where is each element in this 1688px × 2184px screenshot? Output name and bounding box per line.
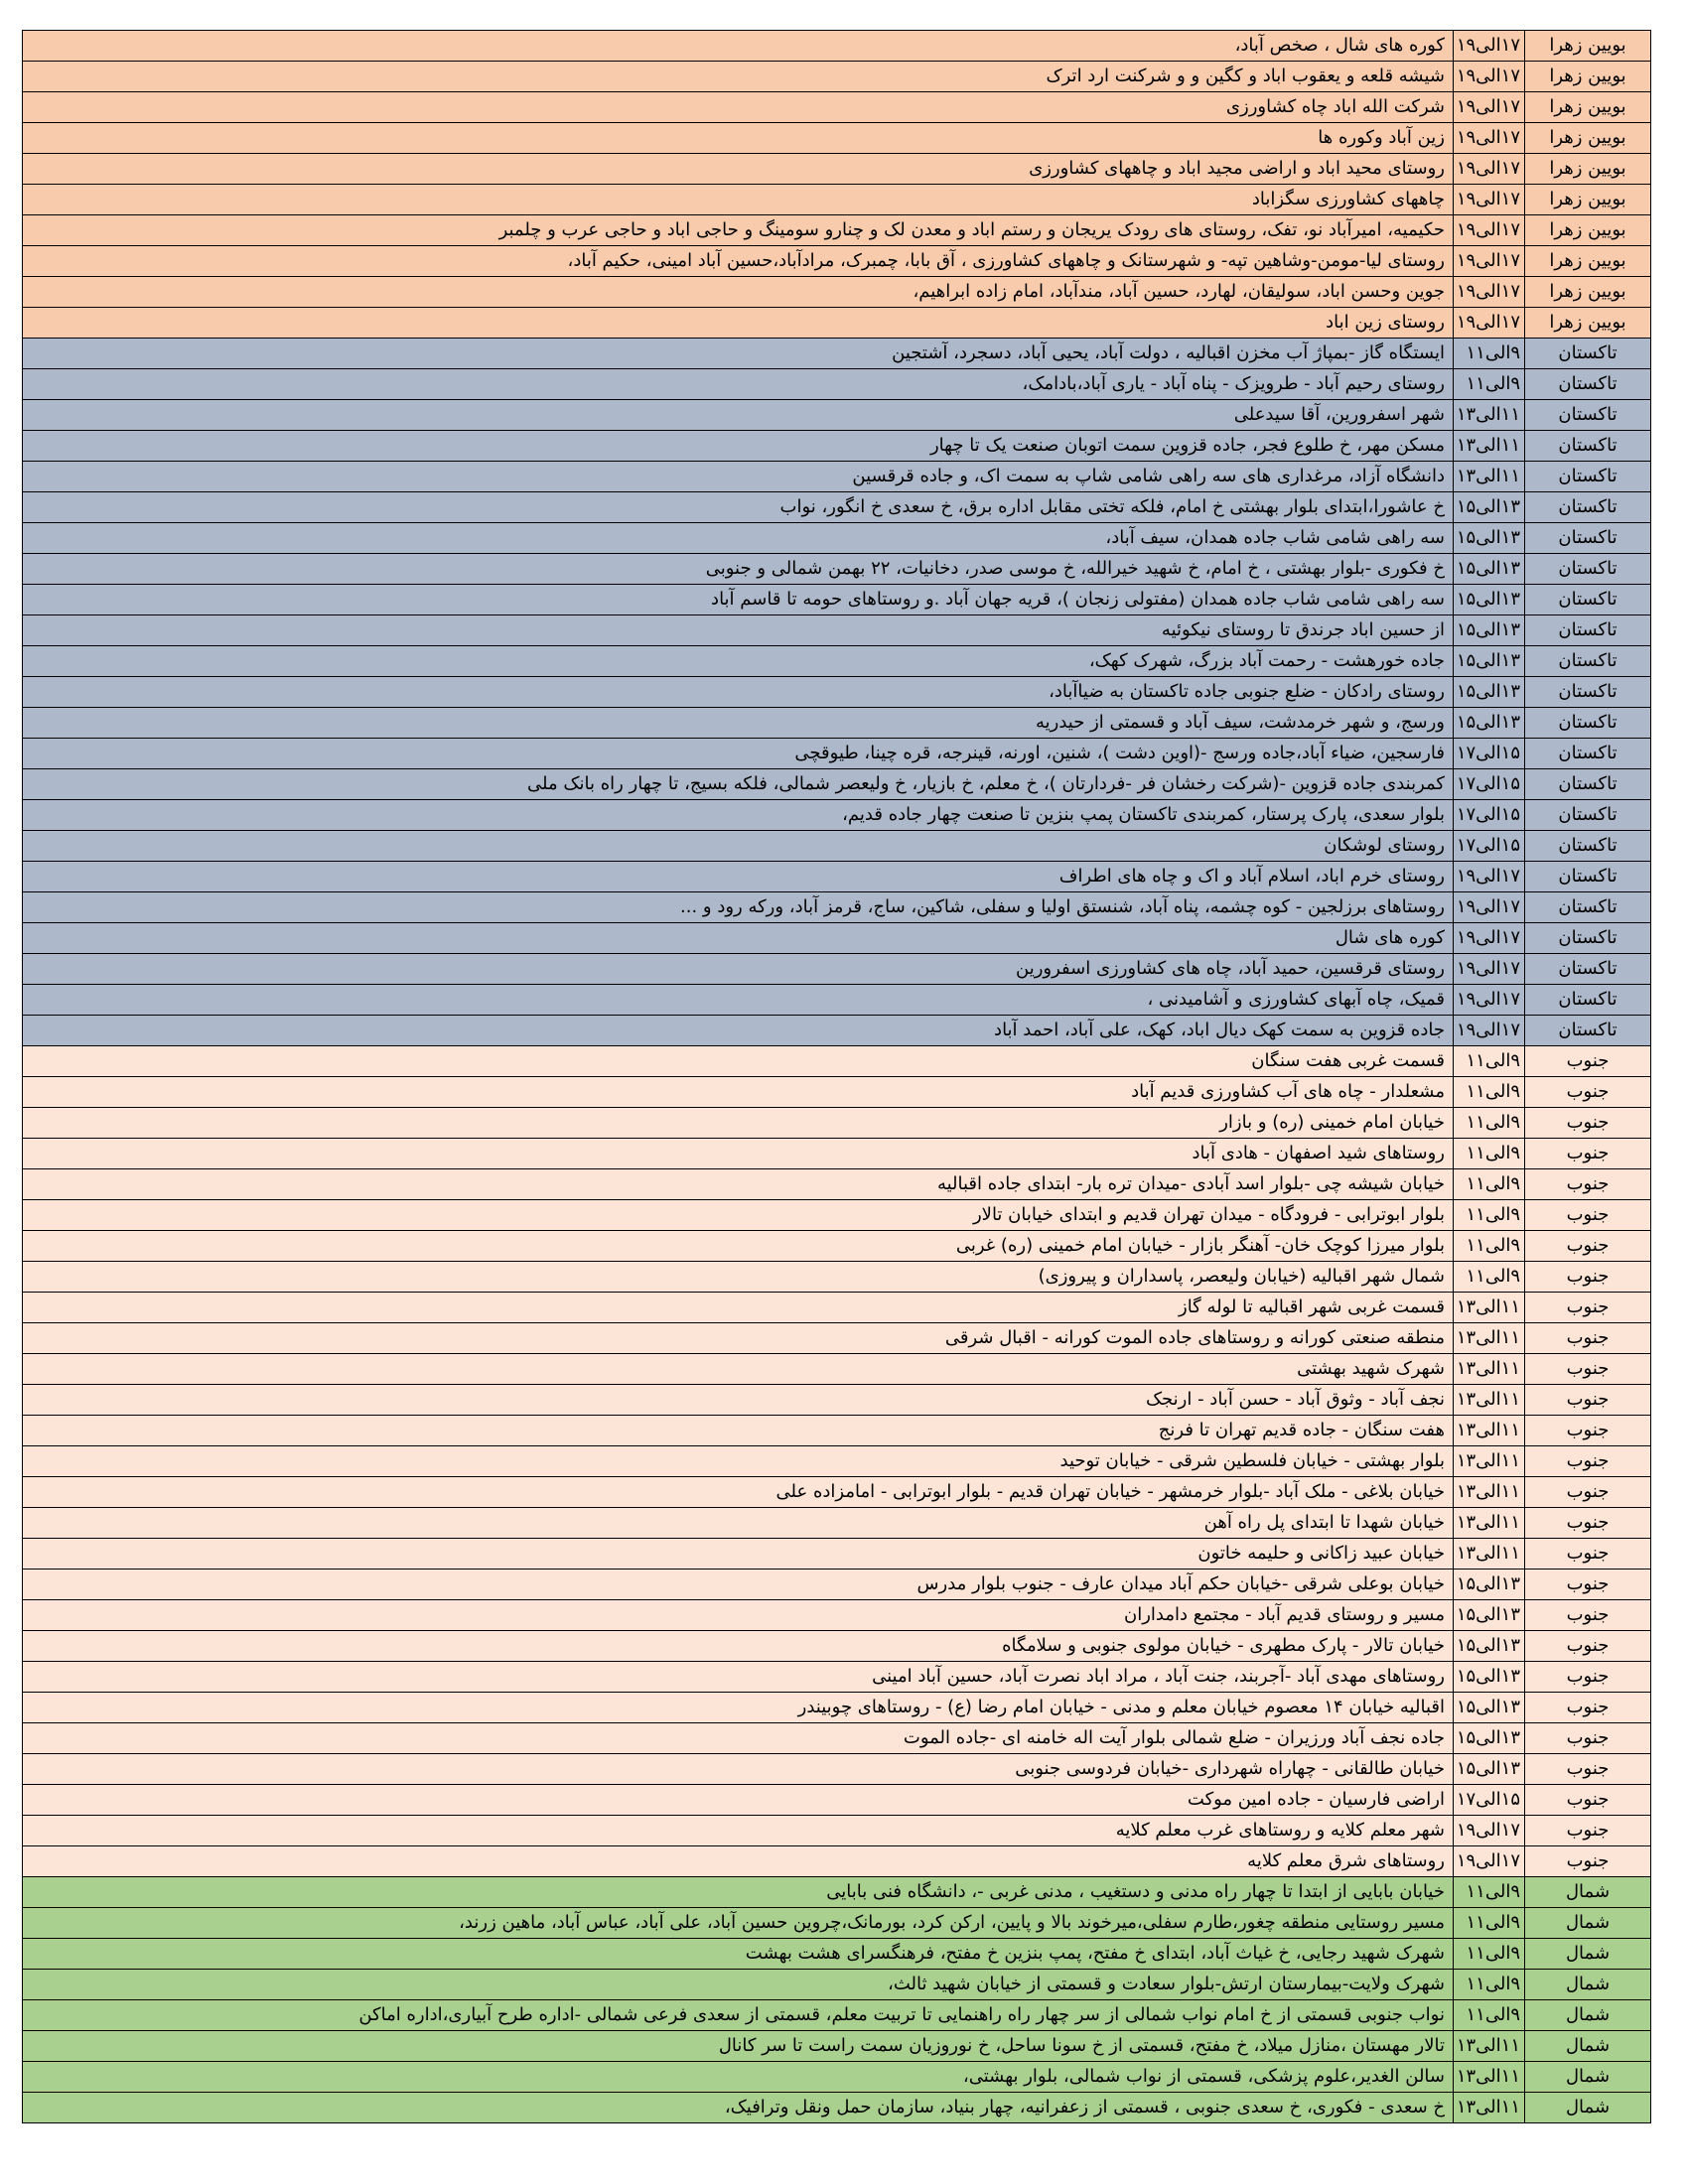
table-row-buin-zahra: [23, 246, 1651, 277]
area-cell: سه راهی شامی شاب جاده همدان (مفتولی زنجان )، قریه جهان آباد .و روستاهای حومه تا قاسم آباد: [23, 585, 1454, 615]
area-cell: خ فکوری -بلوار بهشتی ، خ امام، خ شهید خیرالله، خ موسی صدر، دخانیات، ۲۲ بهمن شمالی و جنوبی: [23, 554, 1454, 585]
area-cell: ایستگاه گاز -بمپاژ آب مخزن اقبالیه ، دولت آباد، یحیی آباد، دسجرد، آشتجین: [23, 339, 1454, 369]
time-range-cell: ۱۷الی۱۹: [1454, 862, 1525, 892]
area-cell: جاده نجف آباد ورزیران - ضلع شمالی بلوار آیت اله خامنه ای -جاده الموت: [23, 1723, 1454, 1754]
area-cell: جوین وحسن اباد، سولیقان، لهارد، حسین آباد، مندآباد، امام زاده ابراهیم،: [23, 277, 1454, 308]
area-cell: ورسج، و شهر خرمدشت، سیف آباد و قسمتی از حیدریه: [23, 708, 1454, 739]
time-range-cell: ۹الی۱۱: [1454, 1169, 1525, 1200]
area-cell: جاده قزوین به سمت کهک دیال اباد، کهک، علی آباد، احمد آباد: [23, 1016, 1454, 1046]
region-cell: تاکستان: [1525, 923, 1651, 954]
time-range-cell: ۱۳الی۱۵: [1454, 492, 1525, 523]
region-cell: جنوب: [1525, 1139, 1651, 1169]
region-cell: جنوب: [1525, 1169, 1651, 1200]
region-cell: تاکستان: [1525, 431, 1651, 462]
region-cell: جنوب: [1525, 1846, 1651, 1877]
area-cell: حکیمیه، امیرآباد نو، تفک، روستای های رودک یریجان و رستم اباد و معدن لک و چنارو سومینگ و حاجی اباد و حاجی عرب و چلمبر: [23, 215, 1454, 246]
table-row-buin-zahra: [23, 308, 1651, 339]
time-range-cell: ۱۵الی۱۷: [1454, 800, 1525, 831]
region-cell: بویین زهرا: [1525, 92, 1651, 123]
area-cell: شیشه قلعه و یعقوب اباد و کگین و و شرکنت ارد اترک: [23, 62, 1454, 92]
table-row-jonoub: [23, 1570, 1651, 1600]
time-range-cell: ۱۷الی۱۹: [1454, 308, 1525, 339]
area-cell: روستاهای شرق معلم کلایه: [23, 1846, 1454, 1877]
area-cell: روستای رادکان - ضلع جنوبی جاده تاکستان به ضیاآباد،: [23, 677, 1454, 708]
region-cell: جنوب: [1525, 1600, 1651, 1631]
table-row-takestan: [23, 708, 1651, 739]
time-range-cell: ۱۳الی۱۵: [1454, 646, 1525, 677]
area-cell: نواب جنوبی قسمتی از خ امام نواب شمالی از سر چهار راه راهنمایی تا تربیت معلم، قسمتی از سعدی فرعی شمالی -اداره طرح آبیاری،اداره اماکن: [23, 2000, 1454, 2031]
time-range-cell: ۱۱الی۱۳: [1454, 1354, 1525, 1385]
table-row-shomal: [23, 1877, 1651, 1908]
region-cell: جنوب: [1525, 1570, 1651, 1600]
region-cell: جنوب: [1525, 1508, 1651, 1539]
region-cell: جنوب: [1525, 1754, 1651, 1785]
area-cell: نجف آباد - وثوق آباد - حسن آباد - ارنجک: [23, 1385, 1454, 1416]
table-row-jonoub: [23, 1231, 1651, 1262]
time-range-cell: ۱۷الی۱۹: [1454, 246, 1525, 277]
region-cell: جنوب: [1525, 1323, 1651, 1354]
table-row-buin-zahra: [23, 92, 1651, 123]
region-cell: شمال: [1525, 1939, 1651, 1970]
table-row-jonoub: [23, 1354, 1651, 1385]
table-row-takestan: [23, 523, 1651, 554]
region-cell: تاکستان: [1525, 677, 1651, 708]
table-row-buin-zahra: [23, 185, 1651, 215]
region-cell: جنوب: [1525, 1077, 1651, 1108]
time-range-cell: ۹الی۱۱: [1454, 1046, 1525, 1077]
area-cell: خیابان تالار - پارک مطهری - خیابان مولوی جنوبی و سلامگاه: [23, 1631, 1454, 1662]
time-range-cell: ۹الی۱۱: [1454, 1939, 1525, 1970]
table-row-jonoub: [23, 1662, 1651, 1693]
time-range-cell: ۱۵الی۱۷: [1454, 1785, 1525, 1816]
region-cell: تاکستان: [1525, 615, 1651, 646]
area-cell: خ سعدی - فکوری، خ سعدی جنوبی ، قسمتی از زعفرانیه، چهار بنیاد، سازمان حمل ونقل وترافیک،: [23, 2093, 1454, 2123]
area-cell: خیابان بوعلی شرقی -خیابان حکم آباد میدان عارف - جنوب بلوار مدرس: [23, 1570, 1454, 1600]
table-row-jonoub: [23, 1200, 1651, 1231]
area-cell: مشعلدار - چاه های آب کشاورزی قدیم آباد: [23, 1077, 1454, 1108]
region-cell: تاکستان: [1525, 862, 1651, 892]
region-cell: تاکستان: [1525, 339, 1651, 369]
area-cell: سالن الغدیر،علوم پزشکی، قسمتی از نواب شمالی، بلوار بهشتی،: [23, 2062, 1454, 2093]
table-row-shomal: [23, 2031, 1651, 2062]
table-row-jonoub: [23, 1477, 1651, 1508]
region-cell: جنوب: [1525, 1723, 1651, 1754]
time-range-cell: ۱۱الی۱۳: [1454, 1416, 1525, 1446]
table-row-takestan: [23, 892, 1651, 923]
table-row-takestan: [23, 862, 1651, 892]
table-row-jonoub: [23, 1169, 1651, 1200]
table-row-jonoub: [23, 1846, 1651, 1877]
area-cell: بلوار بهشتی - خیابان فلسطین شرقی - خیابان توحید: [23, 1446, 1454, 1477]
region-cell: تاکستان: [1525, 523, 1651, 554]
region-cell: جنوب: [1525, 1662, 1651, 1693]
time-range-cell: ۱۳الی۱۵: [1454, 615, 1525, 646]
region-cell: تاکستان: [1525, 492, 1651, 523]
area-cell: خیابان بلاغی - ملک آباد -بلوار خرمشهر - خیابان تهران قدیم - بلوار ابوترابی - امامزاده علی: [23, 1477, 1454, 1508]
area-cell: قمیک، چاه آبهای کشاورزی و آشامیدنی ،: [23, 985, 1454, 1016]
table-row-jonoub: [23, 1508, 1651, 1539]
area-cell: سه راهی شامی شاب جاده همدان، سیف آباد،: [23, 523, 1454, 554]
area-cell: مسیر و روستای قدیم آباد - مجتمع دامداران: [23, 1600, 1454, 1631]
time-range-cell: ۱۷الی۱۹: [1454, 892, 1525, 923]
time-range-cell: ۱۷الی۱۹: [1454, 985, 1525, 1016]
region-cell: بویین زهرا: [1525, 277, 1651, 308]
table-row-buin-zahra: [23, 123, 1651, 154]
time-range-cell: ۱۷الی۱۹: [1454, 123, 1525, 154]
region-cell: تاکستان: [1525, 462, 1651, 492]
table-row-takestan: [23, 400, 1651, 431]
time-range-cell: ۹الی۱۱: [1454, 1231, 1525, 1262]
area-cell: خیابان شهدا تا ابتدای پل راه آهن: [23, 1508, 1454, 1539]
region-cell: تاکستان: [1525, 954, 1651, 985]
area-cell: خیابان عبید زاکانی و حلیمه خاتون: [23, 1539, 1454, 1570]
area-cell: کوره های شال ، صخص آباد،: [23, 31, 1454, 62]
time-range-cell: ۱۱الی۱۳: [1454, 2093, 1525, 2123]
time-range-cell: ۱۱الی۱۳: [1454, 2031, 1525, 2062]
area-cell: روستای محید اباد و اراضی مجید اباد و چاههای کشاورزی: [23, 154, 1454, 185]
table-row-jonoub: [23, 1754, 1651, 1785]
region-cell: جنوب: [1525, 1816, 1651, 1846]
time-range-cell: ۹الی۱۱: [1454, 369, 1525, 400]
area-cell: خیابان بابایی از ابتدا تا چهار راه مدنی و دستغیب ، مدنی غربی -، دانشگاه فنی بابایی: [23, 1877, 1454, 1908]
time-range-cell: ۱۷الی۱۹: [1454, 92, 1525, 123]
area-cell: فارسجین، ضیاء آباد،جاده ورسج -(اوین دشت )، شنین، اورنه، قینرجه، قره چینا، طیوقچی: [23, 739, 1454, 769]
table-row-takestan: [23, 462, 1651, 492]
time-range-cell: ۱۳الی۱۵: [1454, 1570, 1525, 1600]
table-row-shomal: [23, 1939, 1651, 1970]
time-range-cell: ۱۷الی۱۹: [1454, 954, 1525, 985]
area-cell: شهر معلم کلایه و روستاهای غرب معلم کلایه: [23, 1816, 1454, 1846]
table-row-jonoub: [23, 1108, 1651, 1139]
time-range-cell: ۹الی۱۱: [1454, 1262, 1525, 1293]
time-range-cell: ۱۳الی۱۵: [1454, 1754, 1525, 1785]
table-row-jonoub: [23, 1293, 1651, 1323]
area-cell: منطقه صنعتی کورانه و روستاهای جاده الموت کورانه - اقبال شرقی: [23, 1323, 1454, 1354]
time-range-cell: ۱۱الی۱۳: [1454, 1446, 1525, 1477]
table-row-buin-zahra: [23, 154, 1651, 185]
table-row-buin-zahra: [23, 277, 1651, 308]
time-range-cell: ۱۱الی۱۳: [1454, 400, 1525, 431]
area-cell: مسکن مهر، خ طلوع فجر، جاده قزوین سمت اتوبان صنعت یک تا چهار: [23, 431, 1454, 462]
time-range-cell: ۱۱الی۱۳: [1454, 431, 1525, 462]
table-row-shomal: [23, 1908, 1651, 1939]
table-row-takestan: [23, 615, 1651, 646]
region-cell: شمال: [1525, 1908, 1651, 1939]
region-cell: تاکستان: [1525, 892, 1651, 923]
time-range-cell: ۱۳الی۱۵: [1454, 1600, 1525, 1631]
region-cell: جنوب: [1525, 1385, 1651, 1416]
region-cell: تاکستان: [1525, 1016, 1651, 1046]
table-row-buin-zahra: [23, 62, 1651, 92]
table-row-jonoub: [23, 1385, 1651, 1416]
area-cell: روستای رحیم آباد - طرویزک - پناه آباد - یاری آباد،بادامک،: [23, 369, 1454, 400]
region-cell: تاکستان: [1525, 585, 1651, 615]
time-range-cell: ۱۳الی۱۵: [1454, 708, 1525, 739]
region-cell: تاکستان: [1525, 708, 1651, 739]
table-row-takestan: [23, 769, 1651, 800]
area-cell: روستای لیا-مومن-وشاهین تپه- و شهرستانک و چاههای کشاورزی ، آق بابا، چمبرک، مرادآباد،حسین آباد امینی، حکیم آباد،: [23, 246, 1454, 277]
time-range-cell: ۹الی۱۱: [1454, 1200, 1525, 1231]
outage-schedule-sheet: [22, 30, 1651, 2123]
region-cell: تاکستان: [1525, 985, 1651, 1016]
time-range-cell: ۱۷الی۱۹: [1454, 1816, 1525, 1846]
time-range-cell: ۱۱الی۱۳: [1454, 1508, 1525, 1539]
time-range-cell: ۱۱الی۱۳: [1454, 1293, 1525, 1323]
area-cell: شهرک شهید رجایی، خ غیاث آباد، ابتدای خ مفتح، پمپ بنزین خ مفتح، فرهنگسرای هشت بهشت: [23, 1939, 1454, 1970]
area-cell: کوره های شال: [23, 923, 1454, 954]
table-row-jonoub: [23, 1046, 1651, 1077]
region-cell: جنوب: [1525, 1631, 1651, 1662]
table-row-takestan: [23, 646, 1651, 677]
table-row-takestan: [23, 923, 1651, 954]
region-cell: بویین زهرا: [1525, 154, 1651, 185]
region-cell: جنوب: [1525, 1693, 1651, 1723]
region-cell: بویین زهرا: [1525, 185, 1651, 215]
region-cell: جنوب: [1525, 1539, 1651, 1570]
region-cell: جنوب: [1525, 1200, 1651, 1231]
time-range-cell: ۱۷الی۱۹: [1454, 154, 1525, 185]
region-cell: جنوب: [1525, 1293, 1651, 1323]
region-cell: تاکستان: [1525, 831, 1651, 862]
table-row-shomal: [23, 2000, 1651, 2031]
area-cell: شهرک شهید بهشتی: [23, 1354, 1454, 1385]
region-cell: بویین زهرا: [1525, 31, 1651, 62]
region-cell: تاکستان: [1525, 800, 1651, 831]
region-cell: شمال: [1525, 2000, 1651, 2031]
region-cell: جنوب: [1525, 1416, 1651, 1446]
time-range-cell: ۱۷الی۱۹: [1454, 31, 1525, 62]
table-row-jonoub: [23, 1262, 1651, 1293]
time-range-cell: ۱۳الی۱۵: [1454, 1662, 1525, 1693]
time-range-cell: ۹الی۱۱: [1454, 2000, 1525, 2031]
table-row-takestan: [23, 369, 1651, 400]
region-cell: بویین زهرا: [1525, 62, 1651, 92]
table-row-jonoub: [23, 1539, 1651, 1570]
table-row-jonoub: [23, 1785, 1651, 1816]
region-cell: جنوب: [1525, 1046, 1651, 1077]
table-row-jonoub: [23, 1723, 1651, 1754]
table-row-jonoub: [23, 1139, 1651, 1169]
area-cell: شهر اسفرورین، آقا سیدعلی: [23, 400, 1454, 431]
region-cell: شمال: [1525, 2093, 1651, 2123]
region-cell: بویین زهرا: [1525, 123, 1651, 154]
time-range-cell: ۱۱الی۱۳: [1454, 2062, 1525, 2093]
region-cell: جنوب: [1525, 1354, 1651, 1385]
table-row-jonoub: [23, 1816, 1651, 1846]
table-row-jonoub: [23, 1693, 1651, 1723]
table-row-takestan: [23, 1016, 1651, 1046]
outage-schedule-table: [22, 30, 1651, 2123]
table-row-takestan: [23, 431, 1651, 462]
table-row-takestan: [23, 739, 1651, 769]
area-cell: خیابان امام خمینی (ره) و بازار: [23, 1108, 1454, 1139]
table-row-takestan: [23, 954, 1651, 985]
table-row-takestan: [23, 585, 1651, 615]
area-cell: بلوار سعدی، پارک پرستار، کمربندی تاکستان پمپ بنزین تا صنعت چهار جاده قدیم،: [23, 800, 1454, 831]
region-cell: تاکستان: [1525, 400, 1651, 431]
table-row-shomal: [23, 2062, 1651, 2093]
area-cell: هفت سنگان - جاده قدیم تهران تا فرنج: [23, 1416, 1454, 1446]
region-cell: بویین زهرا: [1525, 308, 1651, 339]
time-range-cell: ۱۷الی۱۹: [1454, 215, 1525, 246]
region-cell: تاکستان: [1525, 646, 1651, 677]
area-cell: خیابان طالقانی - چهاراه شهرداری -خیابان فردوسی جنوبی: [23, 1754, 1454, 1785]
area-cell: اراضی فارسیان - جاده امین موکت: [23, 1785, 1454, 1816]
time-range-cell: ۱۱الی۱۳: [1454, 1539, 1525, 1570]
region-cell: جنوب: [1525, 1231, 1651, 1262]
region-cell: جنوب: [1525, 1785, 1651, 1816]
area-cell: شمال شهر اقبالیه (خیابان ولیعصر، پاسداران و پیروزی): [23, 1262, 1454, 1293]
area-cell: خیابان شیشه چی -بلوار اسد آبادی -میدان تره بار- ابتدای جاده اقبالیه: [23, 1169, 1454, 1200]
schedule-rows: [23, 31, 1651, 2123]
region-cell: جنوب: [1525, 1108, 1651, 1139]
table-row-buin-zahra: [23, 31, 1651, 62]
table-row-jonoub: [23, 1323, 1651, 1354]
time-range-cell: ۹الی۱۱: [1454, 339, 1525, 369]
area-cell: زین آباد وکوره ها: [23, 123, 1454, 154]
time-range-cell: ۱۵الی۱۷: [1454, 831, 1525, 862]
time-range-cell: ۹الی۱۱: [1454, 1139, 1525, 1169]
area-cell: بلوار ابوترابی - فرودگاه - میدان تهران قدیم و ابتدای خیابان تالار: [23, 1200, 1454, 1231]
area-cell: چاههای کشاورزی سگزاباد: [23, 185, 1454, 215]
table-row-buin-zahra: [23, 215, 1651, 246]
table-row-takestan: [23, 492, 1651, 523]
time-range-cell: ۱۳الی۱۵: [1454, 677, 1525, 708]
region-cell: تاکستان: [1525, 769, 1651, 800]
time-range-cell: ۱۵الی۱۷: [1454, 739, 1525, 769]
area-cell: کمربندی جاده قزوین -(شرکت رخشان فر -فردارتان )، خ معلم، خ بازیار، خ ولیعصر شمالی، فلکه بسیج، تا چهار راه بانک ملی: [23, 769, 1454, 800]
table-row-jonoub: [23, 1446, 1651, 1477]
table-row-shomal: [23, 1970, 1651, 2000]
area-cell: روستای قرقسین، حمید آباد، چاه های کشاورزی اسفرورین: [23, 954, 1454, 985]
region-cell: شمال: [1525, 2062, 1651, 2093]
region-cell: جنوب: [1525, 1262, 1651, 1293]
time-range-cell: ۹الی۱۱: [1454, 1908, 1525, 1939]
region-cell: بویین زهرا: [1525, 215, 1651, 246]
area-cell: خ عاشورا،ابتدای بلوار بهشتی خ امام، فلکه تختی مقابل اداره برق، خ سعدی خ انگور، نواب: [23, 492, 1454, 523]
area-cell: روستای زین اباد: [23, 308, 1454, 339]
region-cell: بویین زهرا: [1525, 246, 1651, 277]
area-cell: روستاهای شید اصفهان - هادی آباد: [23, 1139, 1454, 1169]
time-range-cell: ۱۱الی۱۳: [1454, 1477, 1525, 1508]
table-row-shomal: [23, 2093, 1651, 2123]
table-row-jonoub: [23, 1600, 1651, 1631]
time-range-cell: ۱۷الی۱۹: [1454, 1846, 1525, 1877]
area-cell: روستاهای برزلجین - کوه چشمه، پناه آباد، شنستق اولیا و سفلی، شاکین، ساج، قرمز آباد، ورکه رود و ...: [23, 892, 1454, 923]
time-range-cell: ۱۳الی۱۵: [1454, 523, 1525, 554]
time-range-cell: ۱۳الی۱۵: [1454, 1693, 1525, 1723]
time-range-cell: ۱۷الی۱۹: [1454, 1016, 1525, 1046]
time-range-cell: ۱۱الی۱۳: [1454, 1385, 1525, 1416]
area-cell: جاده خورهشت - رحمت آباد بزرگ، شهرک کهک،: [23, 646, 1454, 677]
table-row-jonoub: [23, 1631, 1651, 1662]
time-range-cell: ۱۷الی۱۹: [1454, 185, 1525, 215]
table-row-jonoub: [23, 1416, 1651, 1446]
area-cell: از حسین اباد جرندق تا روستای نیکوئیه: [23, 615, 1454, 646]
time-range-cell: ۱۳الی۱۵: [1454, 1631, 1525, 1662]
area-cell: روستای لوشکان: [23, 831, 1454, 862]
region-cell: تاکستان: [1525, 369, 1651, 400]
time-range-cell: ۱۷الی۱۹: [1454, 923, 1525, 954]
region-cell: جنوب: [1525, 1477, 1651, 1508]
time-range-cell: ۱۳الی۱۵: [1454, 585, 1525, 615]
area-cell: دانشگاه آزاد، مرغداری های سه راهی شامی شاپ به سمت اک، و جاده قرقسین: [23, 462, 1454, 492]
region-cell: جنوب: [1525, 1446, 1651, 1477]
table-row-takestan: [23, 339, 1651, 369]
table-row-takestan: [23, 831, 1651, 862]
area-cell: روستاهای مهدی آباد -آجربند، جنت آباد ، مراد اباد نصرت آباد، حسین آباد امینی: [23, 1662, 1454, 1693]
time-range-cell: ۹الی۱۱: [1454, 1108, 1525, 1139]
table-row-takestan: [23, 677, 1651, 708]
time-range-cell: ۱۷الی۱۹: [1454, 277, 1525, 308]
table-row-takestan: [23, 800, 1651, 831]
area-cell: اقبالیه خیابان ۱۴ معصوم خیابان معلم و مدنی - خیابان امام رضا (ع) - روستاهای چوبیندر: [23, 1693, 1454, 1723]
time-range-cell: ۱۵الی۱۷: [1454, 769, 1525, 800]
region-cell: شمال: [1525, 1877, 1651, 1908]
region-cell: شمال: [1525, 2031, 1651, 2062]
region-cell: تاکستان: [1525, 739, 1651, 769]
area-cell: قسمت غربی شهر اقبالیه تا لوله گاز: [23, 1293, 1454, 1323]
region-cell: شمال: [1525, 1970, 1651, 2000]
area-cell: شهرک ولایت-بیمارستان ارتش-بلوار سعادت و قسمتی از خیابان شهید ثالث،: [23, 1970, 1454, 2000]
area-cell: مسیر روستایی منطقه چغور،طارم سفلی،میرخوند بالا و پایین، ارکن کرد، بورمانک،چروین حسین آباد، علی آباد، عباس آباد، ماهین زرند،: [23, 1908, 1454, 1939]
table-row-jonoub: [23, 1077, 1651, 1108]
area-cell: تالار مهستان ،منازل میلاد، خ مفتح، قسمتی از خ سونا ساحل، خ نوروزیان سمت راست تا سر کانال: [23, 2031, 1454, 2062]
time-range-cell: ۹الی۱۱: [1454, 1077, 1525, 1108]
area-cell: بلوار میرزا کوچک خان- آهنگر بازار - خیابان امام خمینی (ره) غربی: [23, 1231, 1454, 1262]
time-range-cell: ۱۷الی۱۹: [1454, 62, 1525, 92]
time-range-cell: ۱۳الی۱۵: [1454, 1723, 1525, 1754]
time-range-cell: ۹الی۱۱: [1454, 1877, 1525, 1908]
area-cell: قسمت غربی هفت سنگان: [23, 1046, 1454, 1077]
time-range-cell: ۱۳الی۱۵: [1454, 554, 1525, 585]
region-cell: تاکستان: [1525, 554, 1651, 585]
area-cell: شرکت الله اباد چاه کشاورزی: [23, 92, 1454, 123]
time-range-cell: ۱۱الی۱۳: [1454, 462, 1525, 492]
area-cell: روستای خرم اباد، اسلام آباد و اک و چاه های اطراف: [23, 862, 1454, 892]
table-row-takestan: [23, 554, 1651, 585]
time-range-cell: ۹الی۱۱: [1454, 1970, 1525, 2000]
time-range-cell: ۱۱الی۱۳: [1454, 1323, 1525, 1354]
table-row-takestan: [23, 985, 1651, 1016]
